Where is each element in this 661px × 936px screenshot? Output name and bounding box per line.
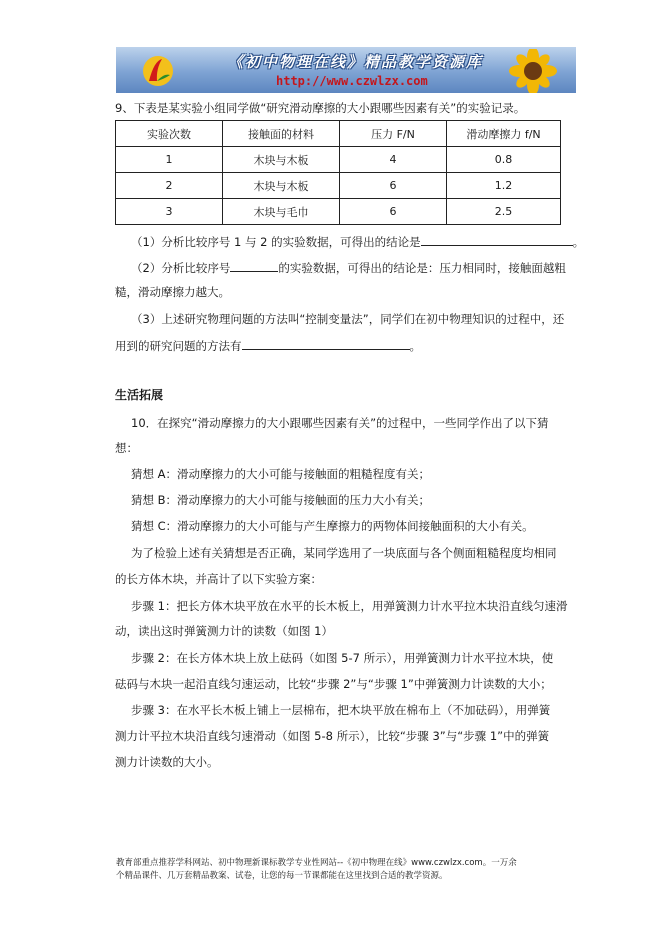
table-header: 压力 F/N	[340, 121, 447, 147]
q9-part3-end: 。	[409, 339, 421, 353]
table-cell: 木块与毛巾	[223, 199, 340, 225]
table-cell: 6	[340, 199, 447, 225]
table-cell: 6	[340, 173, 447, 199]
q9-part3-text-b: 用到的研究问题的方法有	[115, 339, 242, 353]
table-header: 滑动摩擦力 f/N	[447, 121, 561, 147]
q9-part2-cont: 糙，滑动摩擦力越大。	[115, 285, 230, 299]
q9-part1-end: 。	[572, 235, 585, 249]
table-header: 接触面的材料	[223, 121, 340, 147]
q10-step3-b: 测力计平拉木块沿直线匀速滑动（如图 5-8 所示），比较“步骤 3”与“步骤 1”中的弹簧	[115, 729, 550, 743]
q9-part2	[131, 259, 566, 276]
table-cell: 1.2	[447, 173, 561, 199]
q10-verify-1: 为了检验上述有关猜想是否正确，某同学选用了一块底面与各个侧面粗糙程度均相同	[131, 546, 557, 560]
q9-part2-text-b: 的实验数据，可得出的结论是：压力相同时，接触面越粗	[278, 261, 566, 275]
table-row	[116, 147, 561, 173]
q10-step2-a: 步骤 2：在长方体木块上放上砝码（如图 5-7 所示），用弹簧测力计水平拉木块，使	[131, 651, 554, 665]
q10-step1-a: 步骤 1：把长方体木块平放在水平的长木板上，用弹簧测力计水平拉木块沿直线匀速滑	[131, 599, 568, 613]
table-row	[116, 199, 561, 225]
q10-line1: 10．在探究“滑动摩擦力的大小跟哪些因素有关”的过程中，一些同学作出了以下猜	[131, 416, 549, 430]
table-cell: 2.5	[447, 199, 561, 225]
table-cell: 1	[116, 147, 223, 173]
table-cell: 4	[340, 147, 447, 173]
table-row	[116, 173, 561, 199]
q10-guess-c: 猜想 C：滑动摩擦力的大小可能与产生摩擦力的两物体间接触面积的大小有关。	[131, 519, 534, 533]
footer-line-1: 教育部重点推荐学科网站、初中物理新课标教学专业性网站--《初中物理在线》www.czwlzx.com。一万余	[116, 858, 517, 868]
answer-blank-1[interactable]	[421, 233, 573, 246]
table-header: 实验次数	[116, 121, 223, 147]
q9-part2-text-a: （2）分析比较序号	[131, 261, 231, 275]
q9-part3: （3）上述研究物理问题的方法叫“控制变量法”，同学们在初中物理知识的过程中，还	[131, 312, 565, 326]
q10-step3-c: 测力计读数的大小。	[115, 755, 219, 769]
table-cell: 木块与木板	[223, 147, 340, 173]
table-cell: 2	[116, 173, 223, 199]
q9-part1-text: （1）分析比较序号 1 与 2 的实验数据，可得出的结论是	[131, 235, 421, 249]
q9-part1	[131, 233, 584, 250]
q10-line2: 想：	[115, 441, 138, 455]
answer-blank-3[interactable]	[242, 337, 410, 350]
q10-guess-a: 猜想 A：滑动摩擦力的大小可能与接触面的粗糙程度有关；	[131, 467, 431, 481]
header-banner	[116, 47, 576, 93]
section-title: 生活拓展	[115, 388, 164, 402]
q9-stem: 9、下表是某实验小组同学做“研究滑动摩擦的大小跟哪些因素有关”的实验记录。	[115, 101, 526, 115]
site-logo-icon	[140, 53, 176, 89]
table-cell: 木块与木板	[223, 173, 340, 199]
table-header-row	[116, 121, 561, 147]
answer-blank-2[interactable]	[230, 259, 278, 272]
banner-url[interactable]: http://www.czwlzx.com	[276, 74, 428, 88]
table-cell: 3	[116, 199, 223, 225]
q10-step2-b: 砝码与木块一起沿直线匀速运动，比较“步骤 2”与“步骤 1”中弹簧测力计读数的大小；	[115, 677, 552, 691]
sunflower-icon	[498, 49, 568, 93]
experiment-table	[115, 120, 561, 225]
q9-part3-cont	[115, 337, 421, 354]
banner-title: 《初中物理在线》精品教学资源库	[228, 53, 484, 71]
q10-verify-2: 的长方体木块，并高计了以下实验方案：	[115, 572, 322, 586]
q10-step3-a: 步骤 3：在水平长木板上铺上一层棉布，把木块平放在棉布上（不加砝码），用弹簧	[131, 703, 551, 717]
q10-step1-b: 动，读出这时弹簧测力计的读数（如图 1）	[115, 624, 333, 638]
table-cell: 0.8	[447, 147, 561, 173]
q10-guess-b: 猜想 B：滑动摩擦力的大小可能与接触面的压力大小有关；	[131, 493, 431, 507]
footer-line-2: 个精品课件、几万套精品教案、试卷，让您的每一节课都能在这里找到合适的教学资源。	[116, 871, 448, 881]
